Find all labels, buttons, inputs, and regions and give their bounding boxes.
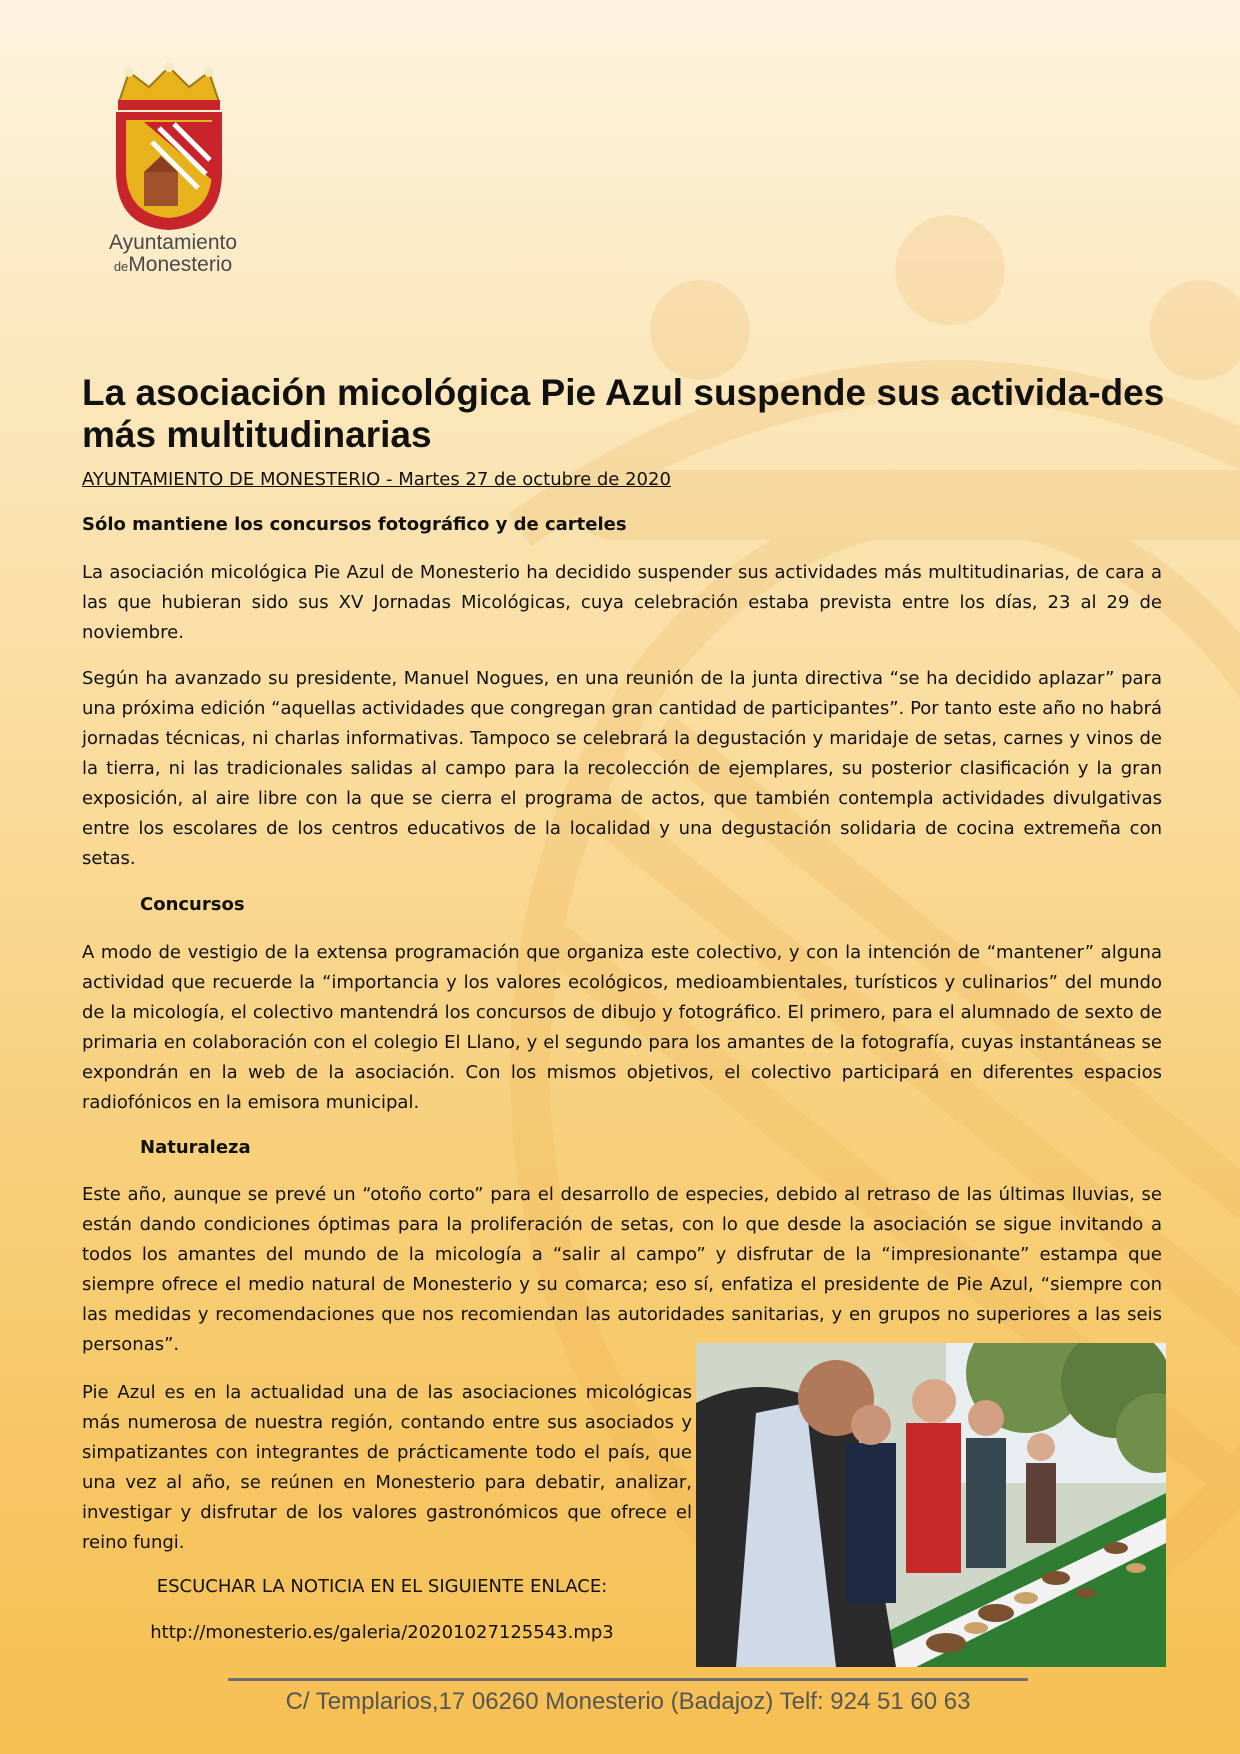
- logo-text: [98, 232, 248, 278]
- paragraph-5: Pie Azul es en la actualidad una de las asociaciones micológicas más numerosa de nuestra región, contando entre sus asociados y simpatizantes con integrantes de prácticamente todo el país, que una vez al año, se reúnen en Monesterio para debatir, analizar, investigar y disfrutar de los valores gastronómicos que ofrece el reino fungi.: [82, 1382, 692, 1553]
- listen-link[interactable]: http://monesterio.es/galeria/20201027125543.mp3: [150, 1622, 614, 1643]
- listen-label: ESCUCHAR LA NOTICIA EN EL SIGUIENTE ENLACE:: [156, 1576, 608, 1597]
- paragraph-3: A modo de vestigio de la extensa programación que organiza este colectivo, y con la intención de “mantener” alguna actividad que recuerde la “importancia y los valores ecológicos, medioambientales, turísticos y culinarios” del mundo de la micología, el colectivo mantendrá los concursos de dibujo y fotográfico. El primero, para el alumnado de sexto de primaria en colaboración con el colegio El Llano, y el segundo para los amantes de la fotografía, cuyas instantáneas se expondrán en la web de la asociación. Con los mismos objetivos, el colectivo participará en diferentes espacios radiofónicos en la emisora municipal.: [82, 942, 1162, 1113]
- logo-line1: Ayuntamiento: [108, 231, 238, 254]
- article-title: La asociación micológica Pie Azul suspende sus activida-des más multitudinarias: [82, 372, 1165, 455]
- logo-line2: [98, 254, 248, 278]
- municipality-logo: [104, 62, 254, 278]
- article-subtitle: Sólo mantiene los concursos fotográfico y de carteles: [82, 514, 627, 535]
- heading-naturaleza: Naturaleza: [140, 1137, 251, 1158]
- footer-address: C/ Templarios,17 06260 Monesterio (Badajoz) Telf: 924 51 60 63: [285, 1688, 971, 1715]
- heading-concursos: Concursos: [140, 894, 245, 915]
- article-byline: AYUNTAMIENTO DE MONESTERIO - Martes 27 de octubre de 2020: [82, 469, 671, 490]
- logo-line2-prefix: de: [113, 259, 129, 274]
- mushroom-exhibition-photo: [696, 1343, 1166, 1667]
- paragraph-4: Este año, aunque se prevé un “otoño corto” para el desarrollo de especies, debido al retraso de las últimas lluvias, se están dando condiciones óptimas para la proliferación de setas, con lo que desde la asociación se sigue invitando a todos los amantes del mundo de la micología a “salir al campo” y disfrutar de la “impresionante” estampa que siempre ofrece el medio natural de Monesterio y su comarca; eso sí, enfatiza el presidente de Pie Azul, “siempre con las medidas y recomendaciones que nos recomiendan las autoridades sanitarias, y en grupos no superiores a las seis personas”.: [82, 1184, 1162, 1355]
- paragraph-2: Según ha avanzado su presidente, Manuel Nogues, en una reunión de la junta directiva “se ha decidido aplazar” para una próxima edición “aquellas actividades que congregan gran cantidad de participantes”. Por tanto este año no habrá jornadas técnicas, ni charlas informativas. Tampoco se celebrará la degustación y maridaje de setas, carnes y vinos de la tierra, ni las tradicionales salidas al campo para la recolección de ejemplares, su posterior clasificación y la gran exposición, al aire libre con la que se cierra el programa de actos, que también contempla actividades divulgativas entre los escolares de los centros educativos de la localidad y una degustación solidaria de cocina extremeña con setas.: [82, 668, 1162, 869]
- footer-divider: [228, 1678, 1028, 1681]
- coat-of-arms-icon: [104, 62, 234, 232]
- logo-line2-main: Monesterio: [128, 253, 233, 276]
- paragraph-1: La asociación micológica Pie Azul de Monesterio ha decidido suspender sus actividades más multitudinarias, de cara a las que hubieran sido sus XV Jornadas Micológicas, cuya celebración estaba prevista entre los días, 23 al 29 de noviembre.: [82, 562, 1162, 643]
